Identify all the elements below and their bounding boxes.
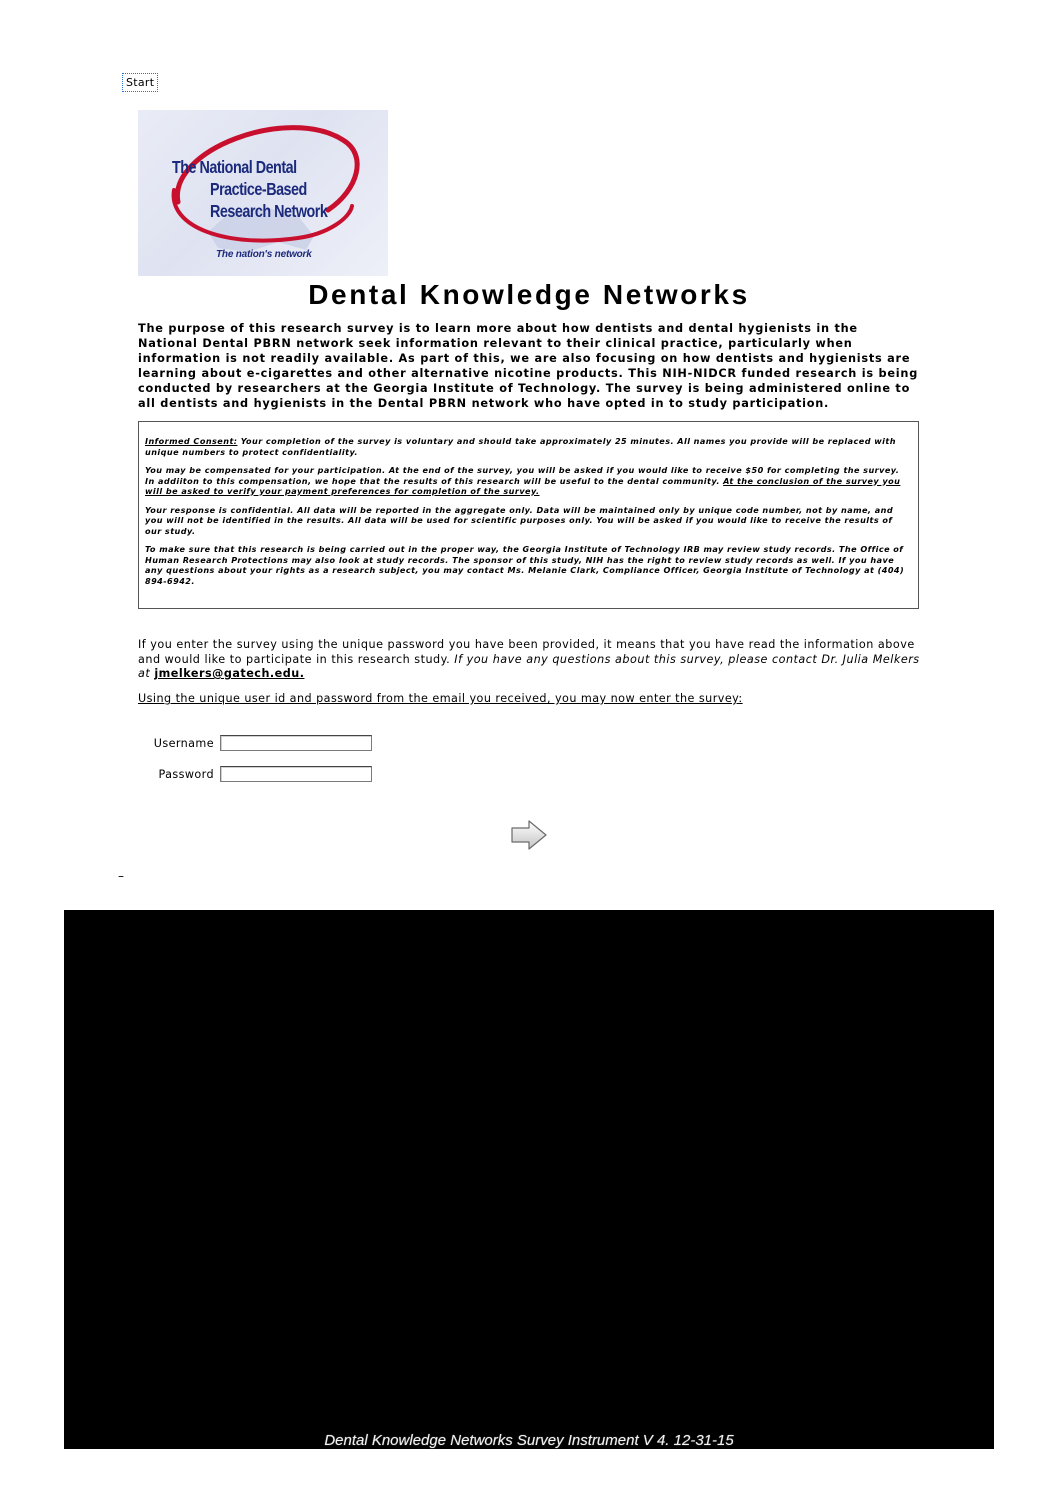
- intro-paragraph: The purpose of this research survey is to learn more about how dentists and dental hygienists in the National Dental PBRN network seek information relevant to their clinical practice, particularly when information is not readily available. As part of this, we are also focusing on how dentists and hygienists are learning about e-cigarettes and other alternative nicotine products. This NIH-NIDCR funded research is being conducted by researchers at the Georgia Institute of Technology. The survey is being administered online to all dentists and hygienists in the Dental PBRN network who have opted in to study participation.: [138, 322, 919, 410]
- footer-version: Dental Knowledge Networks Survey Instrument V 4. 12-31-15: [324, 1432, 734, 1449]
- page-title: Dental Knowledge Networks: [308, 279, 750, 310]
- logo-line-2: Practice-Based: [210, 179, 307, 199]
- logo-tagline: The nation's network: [216, 249, 312, 260]
- blacked-out-panel: [64, 910, 994, 1449]
- consent-text-1: Your completion of the survey is voluntary and should take approximately 25 minutes. All names you provide will be replaced with unique numbers to protect confidentiality.: [145, 436, 896, 457]
- next-button[interactable]: [509, 818, 549, 852]
- username-row: [150, 733, 372, 753]
- consent-text-2-underlined: At the conclusion of the survey you will be asked to verify your payment preferences for completion of the survey.: [145, 475, 901, 496]
- consent-paragraph-3: Your response is confidential. All data will be reported in the aggregate only. Data will be maintained only by unique code number, not by name, and you will not be identified in the results. All data will be used for scientific purposes only. You will be asked if you would like to receive the results of our study.: [145, 504, 894, 536]
- consent-paragraph-4: To make sure that this research is being carried out in the proper way, the Georgia Institute of Technology IRB may review study records. The Office of Human Research Protections may also look at study records. The sponsor of this study, NIH has the right to review study records as well. If you have any questions about your rights as a research subject, you may contact Ms. Melanie Clark, Compliance Officer, Georgia Institute of Technology at (404) 894-6942.: [145, 544, 905, 586]
- contact-email-link[interactable]: jmelkers@gatech.edu.: [154, 667, 305, 680]
- separator-dash: –: [118, 869, 124, 883]
- password-label: Password: [158, 767, 214, 781]
- consent-paragraph-1: [145, 436, 912, 457]
- login-instruction: Using the unique user id and password from the email you received, you may now enter the survey:: [138, 692, 743, 705]
- participation-paragraph: [138, 638, 928, 682]
- informed-consent-box: [138, 421, 919, 609]
- contact-text: If you have any questions about this survey, please contact Dr. Julia Melkers at: [138, 652, 920, 680]
- network-logo: [138, 110, 388, 276]
- username-input[interactable]: [220, 735, 372, 751]
- consent-paragraph-2: [145, 465, 912, 497]
- consent-text-2: You may be compensated for your participation. At the end of the survey, you will be asked if you would like to receive $50 for completing the survey. In addiiton to this compensation, we hope that the results of this research will be useful to the dental community.: [145, 465, 900, 486]
- password-input[interactable]: [220, 766, 372, 782]
- logo-line-1: The National Dental: [172, 157, 297, 177]
- right-arrow-icon: [509, 818, 549, 852]
- start-button[interactable]: Start: [122, 73, 158, 92]
- participation-text: If you enter the survey using the unique password you have been provided, it means that you have read the information above and would like to participate in this research study.: [138, 638, 915, 666]
- consent-heading: Informed Consent:: [145, 436, 238, 446]
- username-label: Username: [153, 736, 214, 750]
- password-row: [150, 764, 372, 784]
- logo-line-3: Research Network: [210, 201, 328, 221]
